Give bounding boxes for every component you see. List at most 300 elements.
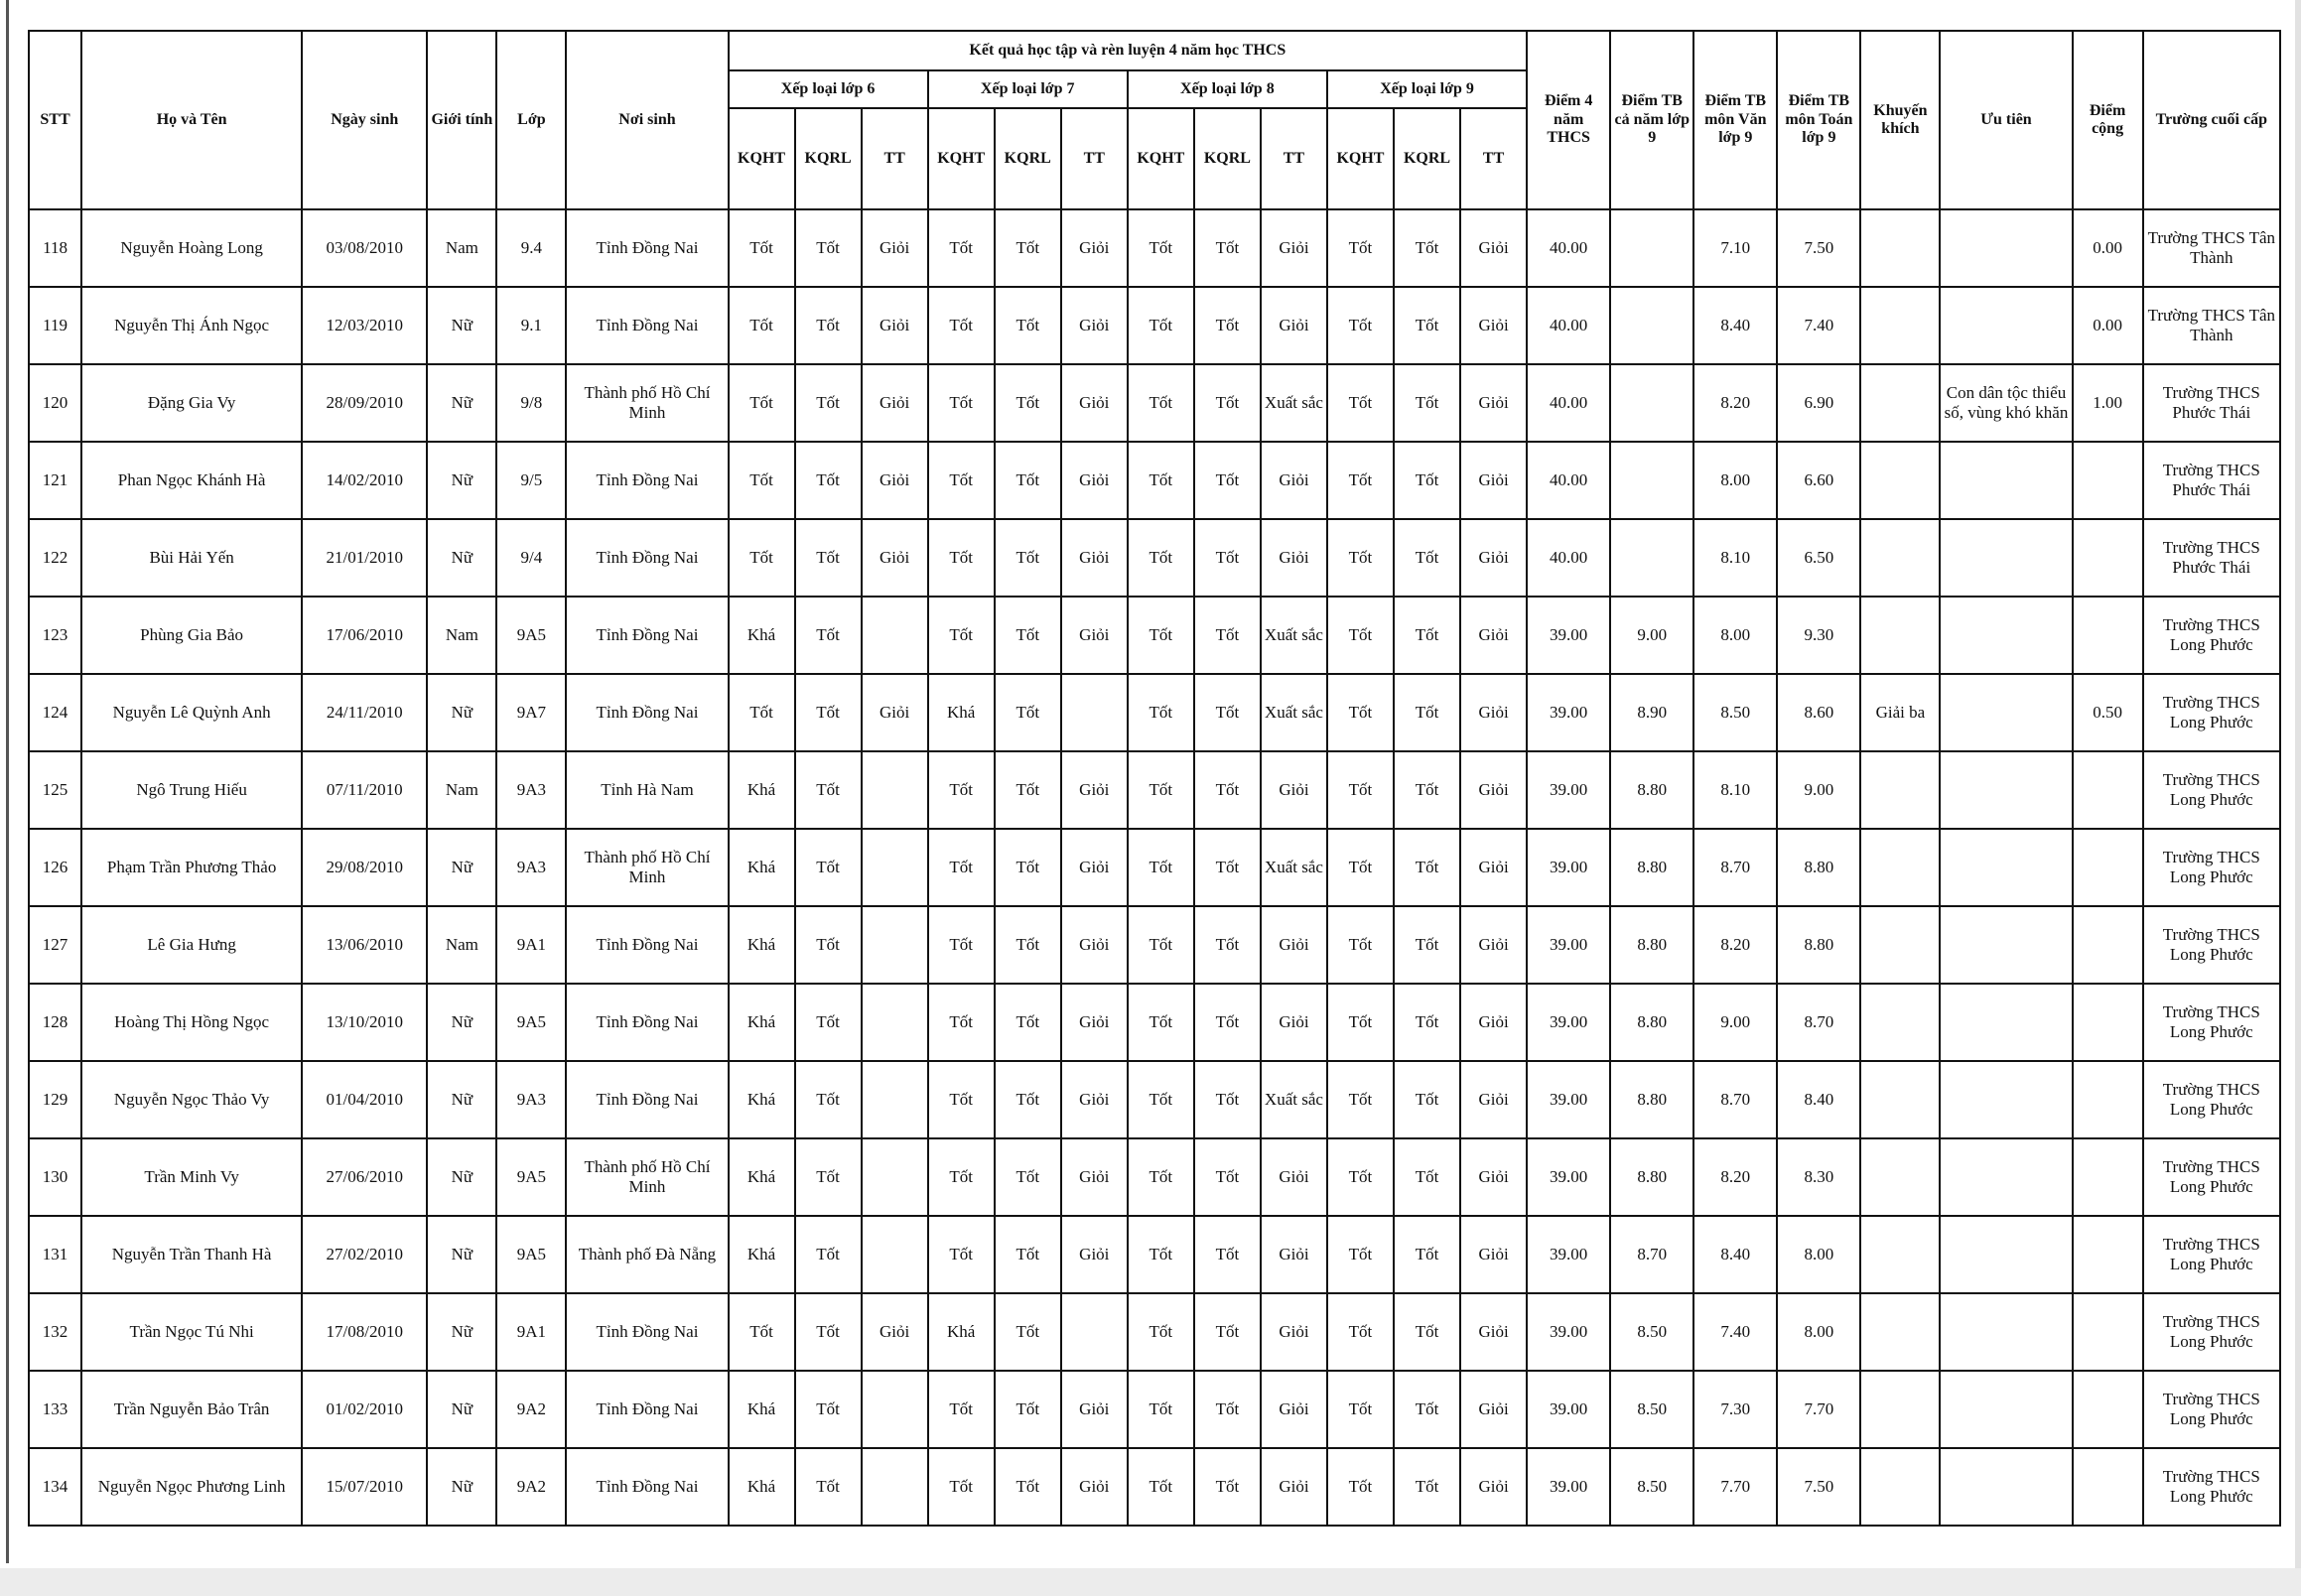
cell-ngay-sinh: 27/06/2010	[302, 1138, 427, 1216]
cell-diem-tb-van: 7.10	[1693, 209, 1777, 287]
cell-gioi-tinh: Nam	[427, 209, 496, 287]
student-results-table	[28, 30, 2281, 1527]
cell-diem-4-nam: 39.00	[1527, 984, 1610, 1061]
cell-uu-tien	[1940, 1138, 2072, 1216]
cell-lop-8-kqht: Tốt	[1128, 1371, 1194, 1448]
cell-diem-tb-ca-nam: 9.00	[1610, 597, 1693, 674]
cell-lop-8-tt: Giỏi	[1261, 984, 1327, 1061]
cell-truong-cuoi-cap: Trường THCS Phước Thái	[2143, 364, 2280, 442]
cell-uu-tien	[1940, 1293, 2072, 1371]
cell-diem-tb-ca-nam: 8.80	[1610, 984, 1693, 1061]
cell-lop: 9A1	[496, 906, 566, 984]
cell-lop-6-tt: Giỏi	[862, 364, 928, 442]
cell-lop: 9A2	[496, 1448, 566, 1526]
cell-lop-8-kqht: Tốt	[1128, 1061, 1194, 1138]
cell-lop-9-tt: Giỏi	[1460, 674, 1527, 751]
cell-noi-sinh: Tỉnh Đồng Nai	[566, 674, 728, 751]
cell-lop-7-kqrl: Tốt	[995, 751, 1061, 829]
cell-lop-6-kqht: Khá	[729, 1448, 795, 1526]
cell-lop-8-kqrl: Tốt	[1194, 751, 1261, 829]
cell-lop-6-tt	[862, 1371, 928, 1448]
cell-khuyen-khich	[1860, 1216, 1940, 1293]
cell-lop-6-kqrl: Tốt	[795, 984, 862, 1061]
cell-diem-4-nam: 40.00	[1527, 364, 1610, 442]
header-truong-cuoi-cap: Trường cuối cấp	[2143, 31, 2280, 209]
cell-lop-9-kqht: Tốt	[1327, 364, 1394, 442]
cell-lop-6-kqrl: Tốt	[795, 1138, 862, 1216]
cell-diem-tb-ca-nam: 8.50	[1610, 1371, 1693, 1448]
cell-lop-6-kqrl: Tốt	[795, 751, 862, 829]
header-diem-tb-ca-nam: Điểm TB cả năm lớp 9	[1610, 31, 1693, 209]
cell-ho-ten: Nguyễn Hoàng Long	[81, 209, 302, 287]
cell-stt: 132	[29, 1293, 81, 1371]
cell-lop-7-kqht: Tốt	[928, 519, 995, 597]
cell-khuyen-khich	[1860, 1448, 1940, 1526]
table-row	[29, 1448, 2280, 1526]
cell-lop-6-kqrl: Tốt	[795, 1448, 862, 1526]
cell-lop-9-kqht: Tốt	[1327, 1448, 1394, 1526]
table-row	[29, 984, 2280, 1061]
cell-ngay-sinh: 21/01/2010	[302, 519, 427, 597]
cell-truong-cuoi-cap: Trường THCS Long Phước	[2143, 1448, 2280, 1526]
cell-diem-4-nam: 40.00	[1527, 287, 1610, 364]
cell-diem-tb-toan: 8.40	[1777, 1061, 1860, 1138]
cell-diem-4-nam: 40.00	[1527, 519, 1610, 597]
cell-lop-6-tt	[862, 597, 928, 674]
cell-truong-cuoi-cap: Trường THCS Tân Thành	[2143, 287, 2280, 364]
cell-lop-8-kqht: Tốt	[1128, 1138, 1194, 1216]
cell-diem-tb-ca-nam: 8.80	[1610, 906, 1693, 984]
cell-lop-9-tt: Giỏi	[1460, 1371, 1527, 1448]
cell-lop-8-kqrl: Tốt	[1194, 1293, 1261, 1371]
cell-truong-cuoi-cap: Trường THCS Long Phước	[2143, 1061, 2280, 1138]
cell-khuyen-khich	[1860, 1061, 1940, 1138]
cell-gioi-tinh: Nữ	[427, 1216, 496, 1293]
cell-khuyen-khich	[1860, 751, 1940, 829]
cell-gioi-tinh: Nữ	[427, 287, 496, 364]
cell-diem-tb-toan: 8.00	[1777, 1216, 1860, 1293]
header-kqrl: KQRL	[995, 108, 1061, 209]
cell-diem-tb-van: 8.10	[1693, 751, 1777, 829]
cell-truong-cuoi-cap: Trường THCS Long Phước	[2143, 984, 2280, 1061]
cell-diem-cong	[2073, 1061, 2143, 1138]
table-row	[29, 364, 2280, 442]
table-row	[29, 1061, 2280, 1138]
cell-diem-tb-van: 8.40	[1693, 287, 1777, 364]
cell-ngay-sinh: 29/08/2010	[302, 829, 427, 906]
cell-lop-6-kqht: Khá	[729, 597, 795, 674]
cell-ho-ten: Phùng Gia Bảo	[81, 597, 302, 674]
cell-lop-9-kqht: Tốt	[1327, 442, 1394, 519]
cell-lop-6-tt: Giỏi	[862, 287, 928, 364]
cell-truong-cuoi-cap: Trường THCS Long Phước	[2143, 674, 2280, 751]
header-xep-loai-lop-9: Xếp loại lớp 9	[1327, 70, 1527, 108]
cell-lop-9-kqrl: Tốt	[1394, 442, 1460, 519]
cell-ho-ten: Nguyễn Trần Thanh Hà	[81, 1216, 302, 1293]
cell-lop-6-tt: Giỏi	[862, 1293, 928, 1371]
cell-stt: 131	[29, 1216, 81, 1293]
cell-lop-9-tt: Giỏi	[1460, 287, 1527, 364]
cell-ngay-sinh: 24/11/2010	[302, 674, 427, 751]
cell-lop-7-kqrl: Tốt	[995, 829, 1061, 906]
cell-khuyen-khich	[1860, 364, 1940, 442]
cell-khuyen-khich: Giải ba	[1860, 674, 1940, 751]
cell-diem-tb-toan: 8.30	[1777, 1138, 1860, 1216]
cell-lop-9-kqrl: Tốt	[1394, 209, 1460, 287]
cell-lop-7-tt	[1061, 1293, 1128, 1371]
cell-diem-4-nam: 39.00	[1527, 674, 1610, 751]
cell-lop-8-tt: Giỏi	[1261, 1371, 1327, 1448]
cell-diem-cong	[2073, 906, 2143, 984]
cell-ho-ten: Đặng Gia Vy	[81, 364, 302, 442]
page-left-edge	[6, 0, 9, 1563]
header-ngay-sinh: Ngày sinh	[302, 31, 427, 209]
cell-stt: 128	[29, 984, 81, 1061]
cell-lop-8-tt: Xuất sắc	[1261, 597, 1327, 674]
cell-lop-9-tt: Giỏi	[1460, 1216, 1527, 1293]
cell-ho-ten: Nguyễn Lê Quỳnh Anh	[81, 674, 302, 751]
cell-diem-cong	[2073, 597, 2143, 674]
header-tt: TT	[1261, 108, 1327, 209]
cell-noi-sinh: Thành phố Hồ Chí Minh	[566, 1138, 728, 1216]
cell-diem-tb-ca-nam	[1610, 519, 1693, 597]
header-uu-tien: Ưu tiên	[1940, 31, 2072, 209]
cell-diem-4-nam: 39.00	[1527, 597, 1610, 674]
cell-lop-6-kqht: Tốt	[729, 674, 795, 751]
cell-lop-8-tt: Giỏi	[1261, 751, 1327, 829]
cell-lop-7-kqht: Tốt	[928, 906, 995, 984]
header-noi-sinh: Nơi sinh	[566, 31, 728, 209]
cell-lop-8-kqrl: Tốt	[1194, 597, 1261, 674]
cell-khuyen-khich	[1860, 906, 1940, 984]
cell-lop-7-kqht: Tốt	[928, 209, 995, 287]
table-row	[29, 906, 2280, 984]
cell-lop: 9A7	[496, 674, 566, 751]
cell-diem-tb-toan: 8.80	[1777, 906, 1860, 984]
cell-uu-tien	[1940, 674, 2072, 751]
header-ket-qua: Kết quả học tập và rèn luyện 4 năm học THCS	[729, 31, 1528, 70]
cell-ngay-sinh: 13/10/2010	[302, 984, 427, 1061]
cell-gioi-tinh: Nữ	[427, 829, 496, 906]
cell-stt: 134	[29, 1448, 81, 1526]
cell-lop-9-tt: Giỏi	[1460, 1138, 1527, 1216]
cell-noi-sinh: Tỉnh Hà Nam	[566, 751, 728, 829]
cell-lop-9-kqht: Tốt	[1327, 1293, 1394, 1371]
cell-diem-cong	[2073, 984, 2143, 1061]
cell-lop: 9A3	[496, 751, 566, 829]
cell-diem-cong	[2073, 1448, 2143, 1526]
cell-stt: 126	[29, 829, 81, 906]
cell-ngay-sinh: 15/07/2010	[302, 1448, 427, 1526]
cell-lop-7-kqrl: Tốt	[995, 906, 1061, 984]
table-row	[29, 519, 2280, 597]
cell-lop-8-kqht: Tốt	[1128, 751, 1194, 829]
cell-lop-8-tt: Xuất sắc	[1261, 829, 1327, 906]
cell-lop-6-kqrl: Tốt	[795, 906, 862, 984]
cell-ho-ten: Bùi Hải Yến	[81, 519, 302, 597]
cell-stt: 130	[29, 1138, 81, 1216]
cell-lop: 9A5	[496, 1138, 566, 1216]
cell-diem-4-nam: 40.00	[1527, 442, 1610, 519]
cell-diem-tb-van: 7.40	[1693, 1293, 1777, 1371]
cell-diem-4-nam: 39.00	[1527, 829, 1610, 906]
cell-lop: 9A5	[496, 984, 566, 1061]
cell-gioi-tinh: Nữ	[427, 1448, 496, 1526]
cell-lop-6-kqht: Khá	[729, 1216, 795, 1293]
header-khuyen-khich: Khuyến khích	[1860, 31, 1940, 209]
cell-gioi-tinh: Nữ	[427, 519, 496, 597]
cell-lop-9-tt: Giỏi	[1460, 519, 1527, 597]
cell-khuyen-khich	[1860, 1138, 1940, 1216]
cell-noi-sinh: Thành phố Hồ Chí Minh	[566, 829, 728, 906]
cell-diem-4-nam: 39.00	[1527, 1061, 1610, 1138]
cell-diem-tb-toan: 6.90	[1777, 364, 1860, 442]
cell-lop-9-tt: Giỏi	[1460, 1448, 1527, 1526]
header-kqrl: KQRL	[1194, 108, 1261, 209]
cell-stt: 122	[29, 519, 81, 597]
cell-uu-tien	[1940, 984, 2072, 1061]
cell-diem-4-nam: 39.00	[1527, 1371, 1610, 1448]
cell-lop-8-tt: Giỏi	[1261, 906, 1327, 984]
header-tt: TT	[862, 108, 928, 209]
cell-lop-8-kqrl: Tốt	[1194, 287, 1261, 364]
cell-noi-sinh: Tỉnh Đồng Nai	[566, 597, 728, 674]
cell-lop-6-tt	[862, 1216, 928, 1293]
cell-gioi-tinh: Nữ	[427, 674, 496, 751]
cell-lop: 9/8	[496, 364, 566, 442]
cell-lop-7-kqht: Khá	[928, 674, 995, 751]
cell-gioi-tinh: Nữ	[427, 984, 496, 1061]
header-lop: Lớp	[496, 31, 566, 209]
cell-ngay-sinh: 01/02/2010	[302, 1371, 427, 1448]
cell-diem-tb-ca-nam: 8.90	[1610, 674, 1693, 751]
header-tt: TT	[1460, 108, 1527, 209]
cell-lop-8-kqrl: Tốt	[1194, 1061, 1261, 1138]
cell-lop-6-tt	[862, 1061, 928, 1138]
cell-noi-sinh: Tỉnh Đồng Nai	[566, 906, 728, 984]
cell-lop-6-tt: Giỏi	[862, 209, 928, 287]
cell-diem-tb-van: 8.00	[1693, 597, 1777, 674]
cell-lop-9-kqht: Tốt	[1327, 751, 1394, 829]
cell-gioi-tinh: Nữ	[427, 364, 496, 442]
cell-truong-cuoi-cap: Trường THCS Long Phước	[2143, 597, 2280, 674]
cell-lop-9-tt: Giỏi	[1460, 829, 1527, 906]
cell-khuyen-khich	[1860, 597, 1940, 674]
cell-noi-sinh: Thành phố Hồ Chí Minh	[566, 364, 728, 442]
cell-lop-6-kqrl: Tốt	[795, 829, 862, 906]
cell-khuyen-khich	[1860, 442, 1940, 519]
cell-ho-ten: Nguyễn Ngọc Phương Linh	[81, 1448, 302, 1526]
cell-lop-6-kqrl: Tốt	[795, 1216, 862, 1293]
header-kqht: KQHT	[1128, 108, 1194, 209]
cell-lop-8-tt: Giỏi	[1261, 287, 1327, 364]
cell-khuyen-khich	[1860, 1371, 1940, 1448]
cell-diem-4-nam: 39.00	[1527, 1293, 1610, 1371]
cell-uu-tien	[1940, 829, 2072, 906]
cell-stt: 120	[29, 364, 81, 442]
cell-lop-7-kqrl: Tốt	[995, 1293, 1061, 1371]
cell-noi-sinh: Tỉnh Đồng Nai	[566, 287, 728, 364]
cell-lop-7-kqht: Tốt	[928, 984, 995, 1061]
cell-lop-7-tt	[1061, 674, 1128, 751]
cell-lop-7-tt: Giỏi	[1061, 1216, 1128, 1293]
cell-lop: 9/5	[496, 442, 566, 519]
cell-ho-ten: Trần Ngọc Tú Nhi	[81, 1293, 302, 1371]
cell-diem-cong	[2073, 442, 2143, 519]
cell-lop-6-kqht: Khá	[729, 1138, 795, 1216]
cell-khuyen-khich	[1860, 1293, 1940, 1371]
cell-uu-tien	[1940, 906, 2072, 984]
cell-lop-8-kqrl: Tốt	[1194, 364, 1261, 442]
cell-lop-7-tt: Giỏi	[1061, 209, 1128, 287]
cell-lop-7-kqrl: Tốt	[995, 519, 1061, 597]
cell-lop-8-kqht: Tốt	[1128, 519, 1194, 597]
cell-lop-8-tt: Xuất sắc	[1261, 674, 1327, 751]
cell-diem-tb-toan: 9.30	[1777, 597, 1860, 674]
cell-lop-9-tt: Giỏi	[1460, 442, 1527, 519]
cell-ngay-sinh: 07/11/2010	[302, 751, 427, 829]
cell-lop-7-kqrl: Tốt	[995, 209, 1061, 287]
cell-lop-9-kqrl: Tốt	[1394, 984, 1460, 1061]
cell-lop-6-tt	[862, 751, 928, 829]
cell-lop-8-kqht: Tốt	[1128, 209, 1194, 287]
cell-ho-ten: Nguyễn Thị Ánh Ngọc	[81, 287, 302, 364]
cell-lop-8-kqht: Tốt	[1128, 906, 1194, 984]
cell-khuyen-khich	[1860, 519, 1940, 597]
cell-lop-6-kqht: Khá	[729, 829, 795, 906]
cell-noi-sinh: Tỉnh Đồng Nai	[566, 1293, 728, 1371]
table-row	[29, 1216, 2280, 1293]
cell-ngay-sinh: 28/09/2010	[302, 364, 427, 442]
cell-uu-tien	[1940, 209, 2072, 287]
cell-lop: 9A3	[496, 829, 566, 906]
cell-lop-9-kqrl: Tốt	[1394, 1216, 1460, 1293]
table-row	[29, 751, 2280, 829]
cell-diem-cong	[2073, 829, 2143, 906]
cell-lop-8-tt: Giỏi	[1261, 1216, 1327, 1293]
cell-lop-8-tt: Giỏi	[1261, 442, 1327, 519]
cell-ngay-sinh: 14/02/2010	[302, 442, 427, 519]
cell-noi-sinh: Tỉnh Đồng Nai	[566, 984, 728, 1061]
table-row	[29, 1293, 2280, 1371]
cell-lop-6-kqht: Khá	[729, 906, 795, 984]
table-row	[29, 1138, 2280, 1216]
cell-lop-8-kqht: Tốt	[1128, 1216, 1194, 1293]
cell-diem-4-nam: 39.00	[1527, 906, 1610, 984]
cell-diem-tb-toan: 7.70	[1777, 1371, 1860, 1448]
cell-lop-6-tt	[862, 984, 928, 1061]
cell-diem-tb-toan: 8.80	[1777, 829, 1860, 906]
cell-ngay-sinh: 17/06/2010	[302, 597, 427, 674]
cell-stt: 133	[29, 1371, 81, 1448]
cell-lop-8-kqht: Tốt	[1128, 1448, 1194, 1526]
cell-diem-tb-van: 8.20	[1693, 364, 1777, 442]
cell-lop-9-kqrl: Tốt	[1394, 597, 1460, 674]
cell-lop-9-kqht: Tốt	[1327, 1061, 1394, 1138]
cell-lop: 9.4	[496, 209, 566, 287]
cell-lop-6-tt: Giỏi	[862, 442, 928, 519]
cell-diem-tb-ca-nam: 8.80	[1610, 829, 1693, 906]
cell-diem-tb-toan: 6.60	[1777, 442, 1860, 519]
cell-uu-tien	[1940, 751, 2072, 829]
cell-lop-6-kqht: Tốt	[729, 209, 795, 287]
cell-ho-ten: Hoàng Thị Hồng Ngọc	[81, 984, 302, 1061]
cell-khuyen-khich	[1860, 829, 1940, 906]
cell-lop-9-tt: Giỏi	[1460, 1293, 1527, 1371]
cell-lop-7-kqrl: Tốt	[995, 1448, 1061, 1526]
cell-truong-cuoi-cap: Trường THCS Long Phước	[2143, 1216, 2280, 1293]
cell-lop-8-kqrl: Tốt	[1194, 674, 1261, 751]
cell-lop-7-kqrl: Tốt	[995, 1138, 1061, 1216]
cell-lop-7-tt: Giỏi	[1061, 829, 1128, 906]
cell-noi-sinh: Tỉnh Đồng Nai	[566, 519, 728, 597]
cell-diem-tb-ca-nam: 8.50	[1610, 1293, 1693, 1371]
cell-diem-tb-toan: 7.50	[1777, 209, 1860, 287]
cell-lop-9-kqrl: Tốt	[1394, 751, 1460, 829]
cell-gioi-tinh: Nữ	[427, 1061, 496, 1138]
cell-lop-7-tt: Giỏi	[1061, 1061, 1128, 1138]
cell-lop-6-kqht: Khá	[729, 1061, 795, 1138]
cell-ngay-sinh: 03/08/2010	[302, 209, 427, 287]
cell-diem-4-nam: 39.00	[1527, 1216, 1610, 1293]
cell-lop-9-kqrl: Tốt	[1394, 1448, 1460, 1526]
cell-lop-6-kqrl: Tốt	[795, 287, 862, 364]
cell-lop-8-kqht: Tốt	[1128, 287, 1194, 364]
cell-lop-7-tt: Giỏi	[1061, 906, 1128, 984]
cell-lop-7-kqht: Tốt	[928, 442, 995, 519]
cell-lop-8-kqrl: Tốt	[1194, 1138, 1261, 1216]
cell-lop-7-tt: Giỏi	[1061, 287, 1128, 364]
cell-truong-cuoi-cap: Trường THCS Tân Thành	[2143, 209, 2280, 287]
cell-diem-tb-ca-nam	[1610, 364, 1693, 442]
cell-lop-6-tt: Giỏi	[862, 674, 928, 751]
cell-ho-ten: Trần Nguyễn Bảo Trân	[81, 1371, 302, 1448]
cell-lop-7-tt: Giỏi	[1061, 519, 1128, 597]
cell-uu-tien	[1940, 1371, 2072, 1448]
cell-lop-7-kqht: Tốt	[928, 1448, 995, 1526]
cell-lop-9-kqrl: Tốt	[1394, 1293, 1460, 1371]
cell-diem-4-nam: 39.00	[1527, 1138, 1610, 1216]
cell-diem-tb-van: 8.10	[1693, 519, 1777, 597]
cell-lop-7-kqrl: Tốt	[995, 442, 1061, 519]
cell-diem-cong: 1.00	[2073, 364, 2143, 442]
cell-ho-ten: Phan Ngọc Khánh Hà	[81, 442, 302, 519]
cell-lop-9-tt: Giỏi	[1460, 751, 1527, 829]
cell-diem-tb-ca-nam: 8.80	[1610, 751, 1693, 829]
cell-lop-9-kqrl: Tốt	[1394, 906, 1460, 984]
cell-lop-7-kqrl: Tốt	[995, 984, 1061, 1061]
cell-uu-tien	[1940, 597, 2072, 674]
cell-diem-cong	[2073, 519, 2143, 597]
cell-lop-9-tt: Giỏi	[1460, 209, 1527, 287]
cell-ngay-sinh: 17/08/2010	[302, 1293, 427, 1371]
cell-stt: 129	[29, 1061, 81, 1138]
header-diem-tb-toan: Điểm TB môn Toán lớp 9	[1777, 31, 1860, 209]
cell-lop-8-kqrl: Tốt	[1194, 1371, 1261, 1448]
cell-truong-cuoi-cap: Trường THCS Phước Thái	[2143, 519, 2280, 597]
cell-lop-8-tt: Xuất sắc	[1261, 1061, 1327, 1138]
cell-uu-tien	[1940, 1061, 2072, 1138]
cell-lop-6-kqrl: Tốt	[795, 597, 862, 674]
cell-lop-6-kqrl: Tốt	[795, 1371, 862, 1448]
cell-diem-tb-toan: 8.60	[1777, 674, 1860, 751]
cell-diem-tb-van: 8.20	[1693, 906, 1777, 984]
cell-diem-tb-ca-nam: 8.70	[1610, 1216, 1693, 1293]
cell-diem-tb-ca-nam	[1610, 209, 1693, 287]
cell-lop-6-kqht: Tốt	[729, 1293, 795, 1371]
cell-lop-9-tt: Giỏi	[1460, 597, 1527, 674]
cell-lop-8-kqht: Tốt	[1128, 1293, 1194, 1371]
